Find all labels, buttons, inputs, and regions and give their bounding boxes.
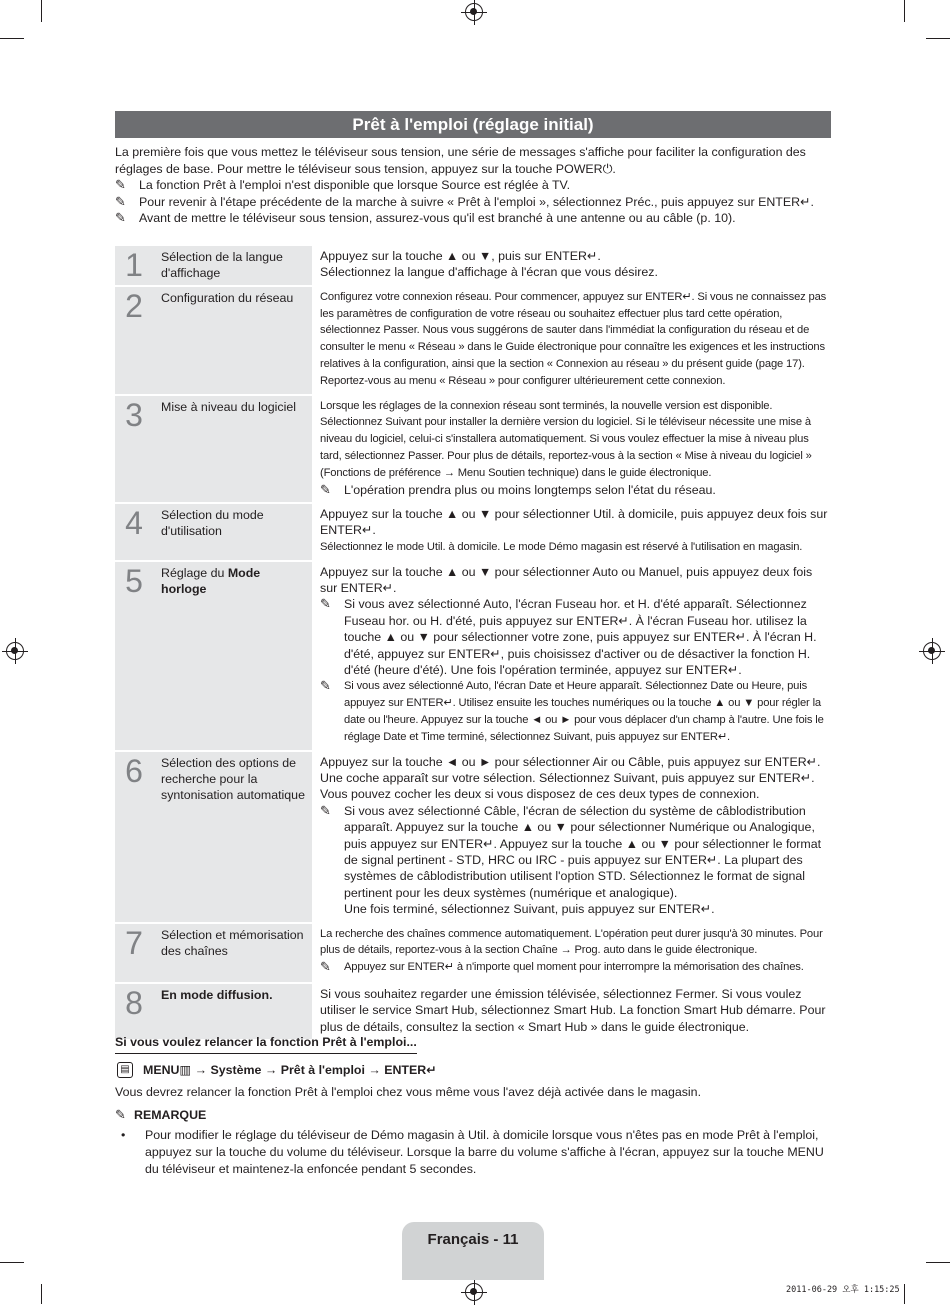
step-note-text: L'opération prendra plus ou moins longtemps selon l'état du réseau. — [344, 482, 716, 497]
step-note — [320, 482, 831, 498]
page-number-tab — [402, 1222, 544, 1280]
step-note — [320, 959, 831, 976]
step-label: Mise à niveau du logiciel — [153, 396, 312, 502]
step-note — [320, 596, 831, 678]
step-description — [314, 287, 831, 394]
relaunch-text: Vous devrez relancer la fonction Prêt à l'emploi chez vous même vous l'avez déjà activée dans le magasin. — [115, 1085, 702, 1100]
step-number: 2 — [115, 287, 153, 394]
remark-bullet-text: Pour modifier le réglage du téléviseur de Démo magasin à Util. à domicile lorsque vous n'êtes pas en mode Prêt à l'emploi, appuyez sur la touche du volume du téléviseur. Lorsque la barre du volume s'affiche à l'écran, appuyez sur la touche MENU du téléviseur et maintenez-la enfoncée pendant 5 secondes. — [145, 1128, 824, 1176]
intro-section — [115, 144, 831, 227]
crop-mark — [41, 0, 42, 22]
step-row — [115, 984, 831, 1039]
step-row — [115, 924, 831, 982]
step-text: Appuyez sur la touche ▲ ou ▼, puis sur ENTER↵. — [320, 249, 601, 263]
pencil-note-icon: ✎ — [320, 481, 331, 497]
step-label — [153, 562, 312, 750]
pencil-note-icon: ✎ — [320, 959, 331, 975]
step-row — [115, 752, 831, 922]
step-row — [115, 246, 831, 285]
intro-note-text: Pour revenir à l'étape précédente de la marche à suivre « Prêt à l'emploi », sélectionnez Préc., puis appuyez sur ENTER↵. — [139, 194, 814, 209]
intro-paragraph: La première fois que vous mettez le téléviseur sous tension, une série de messages s'affiche pour faciliter la configuration des réglages de base. Pour mettre le téléviseur sous tension, appuyez sur la touche POWER⏻. — [115, 145, 806, 176]
intro-note-text: La fonction Prêt à l'emploi n'est disponible que lorsque Source est réglée à TV. — [139, 178, 571, 193]
remote-menu-icon: ▤ — [117, 1062, 133, 1078]
step-number: 4 — [115, 504, 153, 560]
registration-mark-icon — [6, 642, 24, 660]
step-number: 8 — [115, 984, 153, 1039]
step-description — [314, 924, 831, 982]
intro-note — [115, 177, 831, 194]
step-note — [320, 803, 831, 901]
remark-label: REMARQUE — [134, 1107, 207, 1122]
menu-path — [115, 1062, 831, 1079]
pencil-note-icon: ✎ — [115, 193, 126, 209]
pencil-note-icon: ✎ — [115, 210, 126, 226]
step-number: 7 — [115, 924, 153, 982]
step-row — [115, 504, 831, 560]
remark-heading — [115, 1107, 831, 1124]
step-row — [115, 287, 831, 394]
step-label: Sélection du mode d'utilisation — [153, 504, 312, 560]
step-text: Appuyez sur la touche ▲ ou ▼ pour sélectionner Auto ou Manuel, puis appuyez deux fois sur ENTER↵. — [320, 564, 813, 595]
step-number: 5 — [115, 562, 153, 750]
bullet-icon: • — [121, 1128, 126, 1143]
pencil-note-icon: ✎ — [320, 678, 331, 694]
page-number-label: Français - 11 — [427, 1231, 519, 1248]
pencil-note-icon: ✎ — [320, 596, 331, 612]
step-description — [314, 984, 831, 1039]
intro-note — [115, 210, 831, 227]
step-note — [320, 678, 831, 745]
step-text: Appuyez sur la touche ◄ ou ► pour sélectionner Air ou Câble, puis appuyez sur ENTER↵. Une coche apparaît sur votre sélection. Sélectionnez Suivant, puis appuyez sur ENTER↵. Vous pouvez cocher les deux si vous disposez de ces deux types de connexion. — [320, 754, 821, 802]
registration-mark-icon — [465, 1283, 483, 1301]
step-text: Si vous souhaitez regarder une émission télévisée, sélectionnez Fermer. Si vous voulez utiliser le service Smart Hub, sélectionnez Smart Hub. La fonction Smart Hub démarre. Pour plus de détails, consultez la section « Smart Hub » dans le guide électronique. — [320, 986, 826, 1034]
step-label: Sélection de la langue d'affichage — [153, 246, 312, 285]
step-label: Configuration du réseau — [153, 287, 312, 394]
pencil-note-icon: ✎ — [115, 1106, 126, 1122]
step-text: Sélectionnez la langue d'affichage à l'écran que vous désirez. — [320, 265, 658, 280]
crop-mark — [926, 1262, 950, 1263]
menu-path-text: MENU▥ → Système → Prêt à l'emploi → ENTER↵ — [143, 1062, 437, 1077]
step-description — [314, 562, 831, 750]
step-label-bold: En mode diffusion. — [161, 987, 273, 1002]
step-label-prefix: Réglage du — [161, 565, 228, 580]
registration-mark-icon — [923, 642, 941, 660]
step-text: Configurez votre connexion réseau. Pour commencer, appuyez sur ENTER↵. Si vous ne connaissez pas les paramètres de configuration de votre réseau ou souhaitez effectuer plus tard cette opération, sélectionnez Passer. Nous vous suggérons de sauter dans l'immédiat la configuration du réseau et de consulter le menu « Réseau » dans le Guide électronique pour connaître les exigences et les instructions relatives à la configuration, ainsi que la section « Connexion au réseau » du présent guide (page 17). Reportez-vous au menu « Réseau » pour configurer ultérieurement cette connexion. — [320, 290, 827, 387]
step-description — [314, 396, 831, 502]
step-note-text: Appuyez sur ENTER↵ à n'importe quel moment pour interrompre la mémorisation des chaînes. — [344, 961, 804, 974]
relaunch-section — [115, 1034, 831, 1177]
step-description — [314, 246, 831, 285]
step-text: Appuyez sur la touche ▲ ou ▼ pour sélectionner Util. à domicile, puis appuyez deux fois sur ENTER↵. — [320, 506, 828, 538]
step-text: Sélectionnez le mode Util. à domicile. Le mode Démo magasin est réservé à l'utilisation en magasin. — [320, 540, 803, 553]
step-label: Sélection des options de recherche pour la syntonisation automatique — [153, 752, 312, 922]
step-label-bold: Mode horloge — [161, 565, 261, 596]
step-label: Sélection et mémorisation des chaînes — [153, 924, 312, 982]
registration-mark-icon — [465, 3, 483, 21]
step-number: 1 — [115, 246, 153, 285]
pencil-note-icon: ✎ — [320, 802, 331, 818]
page-title: Prêt à l'emploi (réglage initial) — [115, 111, 831, 138]
step-description — [314, 504, 831, 560]
setup-steps-table — [115, 244, 831, 1041]
pencil-note-icon: ✎ — [115, 177, 126, 193]
intro-note-text: Avant de mettre le téléviseur sous tension, assurez-vous qu'il est branché à une antenne ou au câble (p. 10). — [139, 211, 736, 226]
step-note-text: Si vous avez sélectionné Câble, l'écran de sélection du système de câblodistribution apparaît. Appuyez sur la touche ▲ ou ▼ pour sélectionner Numérique ou Analogique, puis appuyez sur ENTER↵. Appuyez sur la touche ▲ ou ▼ pour sélectionner le format de signal pertinent - STD, HRC ou IRC - puis appuyez sur ENTER↵. La plupart des systèmes de câblodistribution utilisent l'option STD. Sélectionnez le format de signal pertinent pour les deux systèmes (numérique et analogique). — [344, 803, 822, 900]
step-row — [115, 396, 831, 502]
step-after-text: Une fois terminé, sélectionnez Suivant, puis appuyez sur ENTER↵. — [344, 902, 715, 917]
crop-mark — [904, 0, 905, 22]
remark-bullet — [115, 1127, 831, 1177]
relaunch-heading: Si vous voulez relancer la fonction Prêt à l'emploi... — [115, 1034, 417, 1054]
intro-note — [115, 194, 831, 211]
step-label — [153, 984, 312, 1039]
step-note-text: Si vous avez sélectionné Auto, l'écran Fuseau hor. et H. d'été apparaît. Sélectionnez Fuseau hor. ou H. d'été, puis appuyez sur ENTER↵. À l'écran Fuseau hor. utilisez la touche ▲ ou ▼ pour sélectionner votre zone, puis appuyez sur ENTER↵. À l'écran H. d'été, appuyez sur ENTER↵, puis choisissez d'activer ou de désactiver la fonction H. d'été (heure d'été). Une fois l'opération terminée, appuyez sur ENTER↵. — [344, 597, 817, 678]
step-number: 6 — [115, 752, 153, 922]
crop-mark — [904, 1284, 905, 1304]
step-number: 3 — [115, 396, 153, 502]
step-text: Lorsque les réglages de la connexion réseau sont terminés, la nouvelle version est disponible. Sélectionnez Suivant pour installer la dernière version du logiciel. Si le téléviseur nécessite une mise à niveau du logiciel, celui-ci s'installera automatiquement. Si vous voulez effectuer la mise à niveau plus tard, sélectionnez Passer. Pour plus de détails, reportez-vous à la section « Mise à niveau du logiciel » (Fonctions de préférence → Menu Soutien technique) dans le guide électronique. — [320, 399, 812, 479]
step-description — [314, 752, 831, 922]
print-timestamp: 2011-06-29 오후 1:15:25 — [786, 1285, 900, 1295]
crop-mark — [41, 1284, 42, 1304]
step-row — [115, 562, 831, 750]
step-text: La recherche des chaînes commence automatiquement. L'opération peut durer jusqu'à 30 minutes. Pour plus de détails, reportez-vous à la section Chaîne → Prog. auto dans le guide électronique. — [320, 927, 823, 957]
crop-mark — [926, 38, 950, 39]
crop-mark — [0, 1262, 24, 1263]
crop-mark — [0, 38, 24, 39]
step-note-text: Si vous avez sélectionné Auto, l'écran Date et Heure apparaît. Sélectionnez Date ou Heure, puis appuyez sur ENTER↵. Utilisez ensuite les touches numériques ou la touche ▲ ou ▼ pour régler la date ou l'heure. Appuyez sur la touche ◄ ou ► pour vous déplacer d'un champ à l'autre. Une fois le réglage Date et Time terminé, sélectionnez Suivant, puis appuyez sur ENTER↵. — [344, 680, 824, 743]
